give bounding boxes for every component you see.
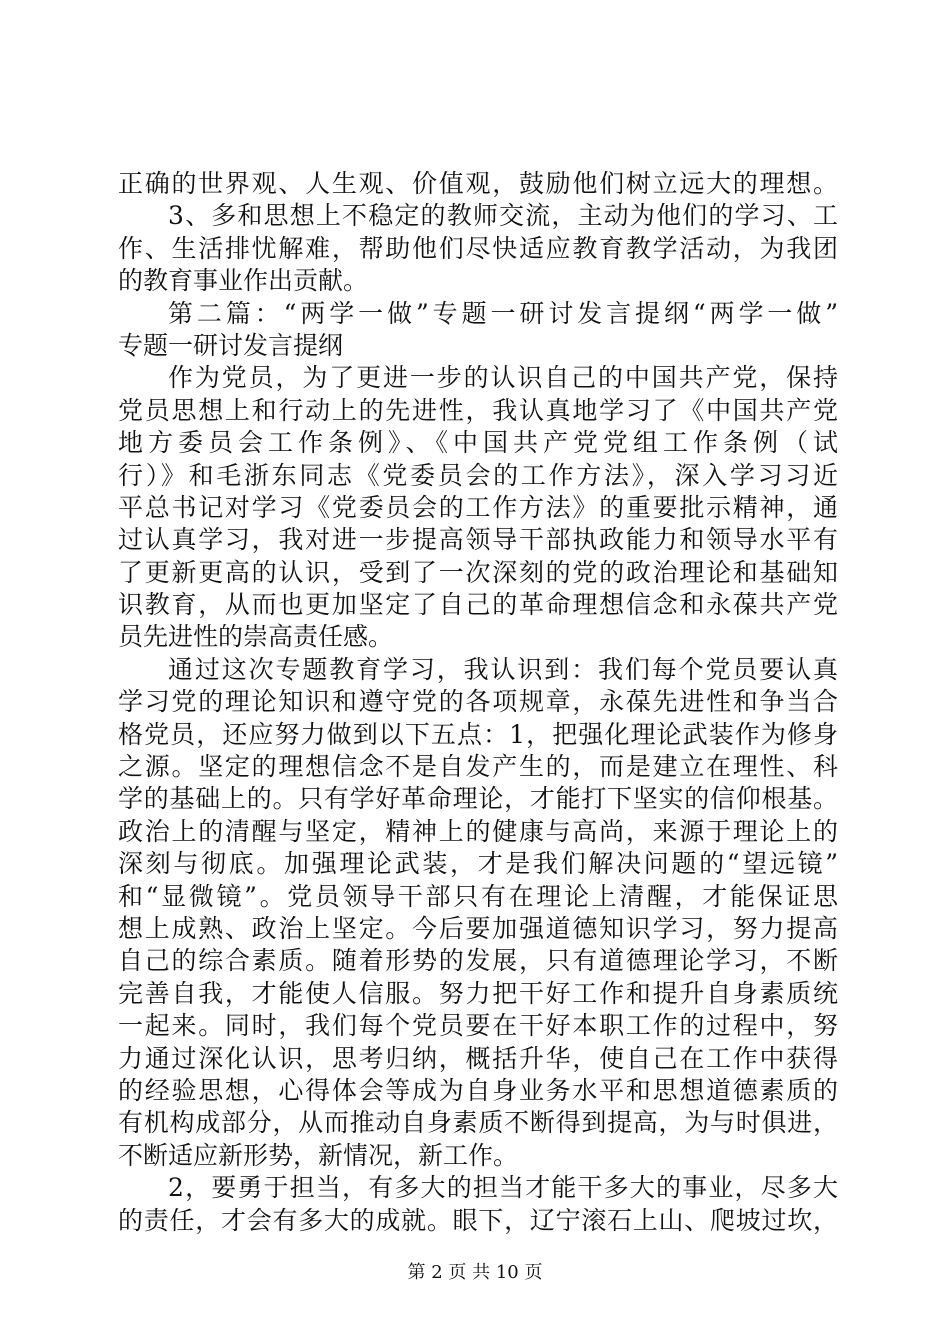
text-line: 深刻与彻底。加强理论武装，才是我们解决问题的“望远镜” — [118, 849, 838, 879]
text-line: 之源。坚定的理想信念不是自发产生的，而是建立在理性、科 — [118, 752, 838, 782]
text-line: 想上成熟、政治上坚定。今后要加强道德知识学习，努力提高 — [118, 913, 838, 943]
text-line: 学的基础上的。只有学好革命理论，才能打下坚实的信仰根基。 — [118, 784, 838, 814]
text-line: 有机构成部分，从而推动自身素质不断得到提高，为与时俱进， — [118, 1108, 838, 1138]
text-line: 通过这次专题教育学习，我认识到：我们每个党员要认真 — [168, 654, 838, 684]
section-heading: 第二篇：“两学一做”专题一研讨发言提纲“两学一做” — [168, 298, 838, 328]
text-line: 一起来。同时，我们每个党员要在干好本职工作的过程中，努 — [118, 1011, 838, 1041]
text-line: 平总书记对学习《党委员会的工作方法》的重要批示精神，通 — [118, 492, 838, 522]
text-line: 力通过深化认识，思考归纳，概括升华，使自己在工作中获得 — [118, 1043, 838, 1073]
text-line: 学习党的理论知识和遵守党的各项规章，永葆先进性和争当合 — [118, 687, 838, 717]
text-line: 地方委员会工作条例》、《中国共产党党组工作条例（试 — [118, 428, 838, 458]
text-line: 过认真学习，我对进一步提高领导干部执政能力和领导水平有 — [118, 525, 838, 555]
text-line: 的责任，才会有多大的成就。眼下，辽宁滚石上山、爬坡过坎， — [118, 1205, 838, 1235]
text-line: 完善自我，才能使人信服。努力把干好工作和提升自身素质统 — [118, 978, 838, 1008]
text-line: 了更新更高的认识，受到了一次深刻的党的政治理论和基础知 — [118, 557, 838, 587]
text-line: 2，要勇于担当，有多大的担当才能干多大的事业，尽多大 — [168, 1173, 838, 1203]
text-line: 自己的综合素质。随着形势的发展，只有道德理论学习，不断 — [118, 946, 838, 976]
text-line: 识教育，从而也更加坚定了自己的革命理想信念和永葆共产党 — [118, 590, 838, 620]
text-line: 的经验思想，心得体会等成为自身业务水平和思想道德素质的 — [118, 1075, 838, 1105]
section-heading: 专题一研讨发言提纲 — [118, 330, 344, 360]
text-line: 作、生活排忧解难，帮助他们尽快适应教育教学活动，为我团 — [118, 233, 838, 263]
text-line: 行）》和毛浙东同志《党委员会的工作方法》，深入学习习近 — [118, 460, 838, 490]
text-line: 3、多和思想上不稳定的教师交流，主动为他们的学习、工 — [168, 201, 838, 231]
text-line: 作为党员，为了更进一步的认识自己的中国共产党，保持 — [168, 363, 838, 393]
page-number-footer: 第 2 页 共 10 页 — [407, 1262, 543, 1283]
text-line: 格党员，还应努力做到以下五点：1，把强化理论武装作为修身 — [118, 719, 838, 749]
text-line: 党员思想上和行动上的先进性，我认真地学习了《中国共产党 — [118, 395, 838, 425]
text-line: 和“显微镜”。党员领导干部只有在理论上清醒，才能保证思 — [118, 881, 838, 911]
body-text — [118, 168, 838, 1237]
text-line: 员先进性的崇高责任感。 — [118, 622, 394, 652]
text-line: 正确的世界观、人生观、价值观，鼓励他们树立远大的理想。 — [118, 169, 838, 198]
text-line: 不断适应新形势，新情况，新工作。 — [118, 1140, 519, 1170]
text-line: 政治上的清醒与坚定，精神上的健康与高尚，来源于理论上的 — [118, 816, 838, 846]
text-line: 的教育事业作出贡献。 — [118, 266, 369, 296]
